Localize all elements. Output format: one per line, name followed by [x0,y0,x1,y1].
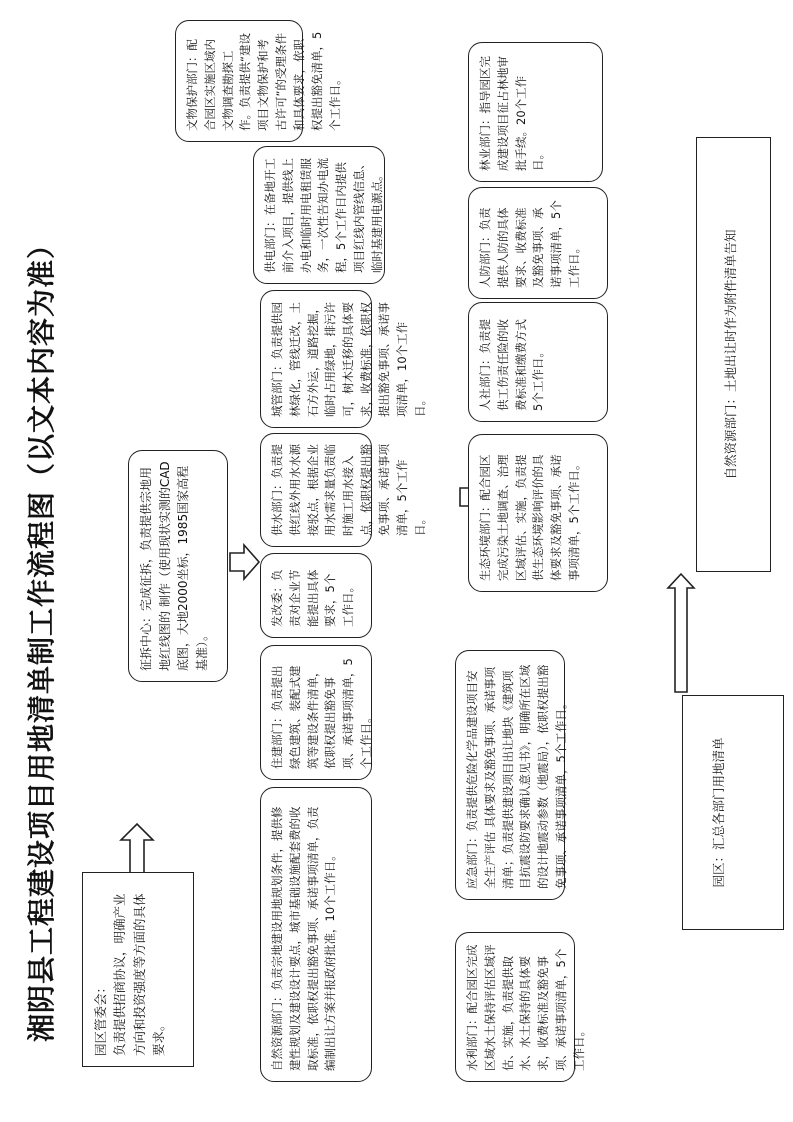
box-natural-resources: 自然资源部门：负责宗地建设用地规划条件，提供修建性规划及建设设计要点，城市基础设施配套费的收取标准，依职权提出豁免事项、承诺事项清单，负责编制出让方案并报政府批准，10个工作日。 [260,787,372,1082]
box-human-resources: 人社部门：负责提供工伤责任险的收费标准和缴费方式5个工作日。 [468,302,608,422]
box-park-summary: 园区：汇总各部门用地清单 [682,695,784,930]
box-power-supply: 供电部门：在备地开工前介入项目，提供线上办电和临时用电租赁服务，一次性告知办电流程，5个工作日内提供项目红线内管线信息、临时基建用电源点。 [253,146,385,284]
arrow-summary-to-final [666,572,696,692]
box-expropriation-center: 征拆中心：完成征拆，负责提供宗地用地红线图的 制作（使用现状实测的CAD底图，大地2000坐标，1985国家高程基准）。 [128,450,228,682]
box-emergency: 应急部门：负责提供危险化学品建设项目安全生产评估 具体要求及豁免事项、承诺事项清单；负责提供建设项目出让地块《建筑项目抗震设防要求确认意见书》，明确所在区域的设计地震动参数（地震局），依职权提出豁免事项、承诺事项清单，5个工作日。 [455,650,565,900]
page-title: 湘阴县工程建设项目用地清单制工作流程图（以文本内容为准） [25,229,58,1042]
box-park-committee: 园区管委会： 负责提供招商协议，明确产业方向和投资强度等方面的具体要求。 [82,872,194,1067]
box-development-reform: 发改委：负责对企业节能提出具体要求，5个工作日。 [260,553,372,638]
box-water-supply: 供水部门：负责提供红线外用水水源接驳点，根据企业用水需求量负责临时施工用水接入点，依职权提出豁免事项、承诺事项清单，5个工作日。 [260,433,372,547]
box-ecology-environment: 生态环境部门：配合园区完成污染土地调查、治理区域评估、实施，负责提供生态环境影响评价的具体要求及豁免事项、承诺事项清单，5个工作日。 [468,434,608,592]
arrow-center-to-departments [230,544,260,580]
box-natural-resources-final: 自然资源部门：土地出让时作为附件清单告知 [696,137,771,572]
box-water-conservancy: 水利部门：配合园区完成区域水土保持评估区域评估、实施，负责提供取水、水土保持的具体要求，收费标准及豁免事项、承诺事项清单，5个工作日。 [455,932,575,1082]
box-housing-construction: 住建部门：负责提出绿色建筑、装配式建筑等建设条件清单，依职权提出豁免事项、承诺事项清单，5个工作日。 [260,645,372,780]
box-cultural-relics: 文物保护部门：配合园区实施区域内文物调查勘探工作。负责提供“建设项目文物保护和考古许可”的受理条件和具体要求，依职权提出豁免清单，5个工作日。 [175,20,303,142]
arrow-committee-to-center [119,822,155,874]
box-forestry: 林业部门：指导园区完成建设项目征占林地审批手续。20个工作日。 [468,42,603,182]
box-urban-management: 城管部门：负责提供园林绿化，管线迁改，土石方外运，道路挖掘，临时占用绿地，排污许可，树木迁移的具体要求，收费标准，依职权提出豁免事项、承诺事项清单，10个工作日。 [260,290,372,428]
box-civil-air-defense: 人防部门：负责提供人防的具体要求、收费标准及豁免事项、承诺事项清单，5个工作日。 [468,187,608,299]
